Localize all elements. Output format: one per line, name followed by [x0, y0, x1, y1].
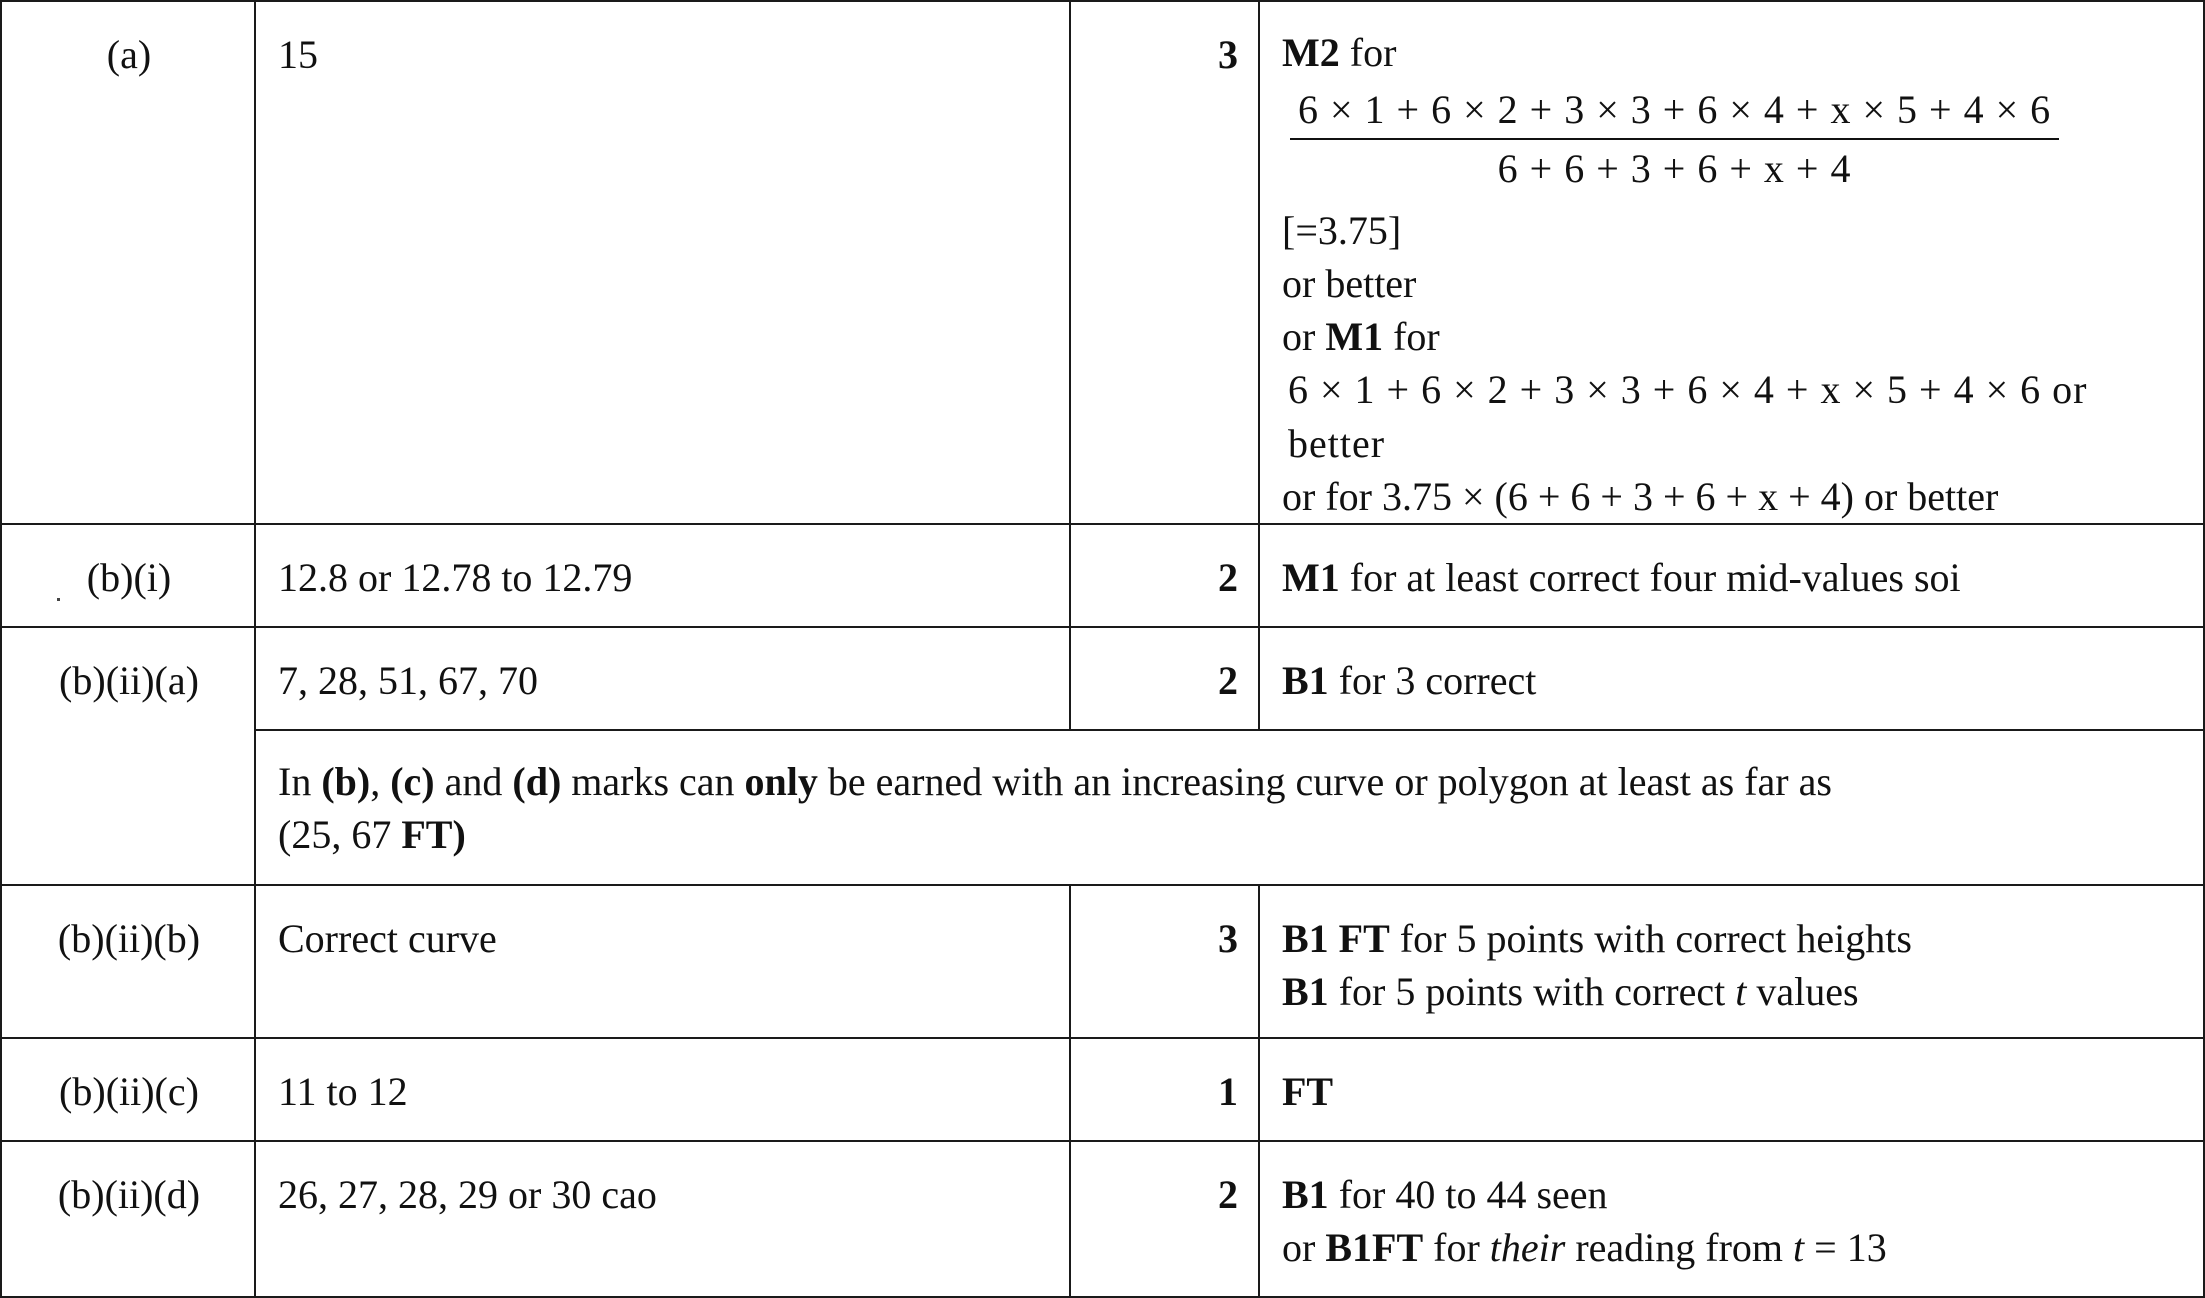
table-row-a: [1, 1, 2204, 524]
marks-cell: 2: [1070, 524, 1259, 627]
mark-code: B1: [1282, 1171, 1329, 1217]
table-row-b-i: [1, 524, 2204, 627]
guidance-cell: M1 for at least correct four mid-values soi: [1259, 524, 2204, 627]
guidance-line: or for 3.75 × (6 + 6 + 3 + 6 + x + 4) or better: [1282, 473, 1999, 519]
guidance-line: or M1 for: [1282, 314, 1440, 360]
table-row-b-ii-b: [1, 885, 2204, 1038]
answer-cell: 7, 28, 51, 67, 70: [255, 627, 1070, 730]
mark-code: B1FT: [1325, 1225, 1424, 1271]
mark-code: FT: [1282, 1068, 1334, 1114]
guidance-cell: [1259, 1, 2204, 524]
marks-cell: 2: [1070, 1141, 1259, 1297]
part-label: (b)(ii)(a): [1, 627, 255, 885]
marks-cell: 2: [1070, 627, 1259, 730]
table-row-b-ii-d: [1, 1141, 2204, 1297]
guidance-cell: [1259, 1038, 2204, 1141]
part-label: (b)(ii)(b): [1, 885, 255, 1038]
fraction-expression: [1282, 79, 2183, 257]
table-row-note: [1, 730, 2204, 885]
stray-dot: [57, 598, 60, 601]
guidance-line: B1 for 5 points with correct t values: [1282, 969, 1859, 1015]
fraction-numerator: 6 × 1 + 6 × 2 + 3 × 3 + 6 × 4 + x × 5 + 4 × 6: [1290, 83, 2059, 140]
answer-cell: 26, 27, 28, 29 or 30 cao: [255, 1141, 1070, 1297]
part-label: (b)(ii)(d): [1, 1141, 255, 1297]
guidance-line: or better: [1282, 260, 1417, 306]
answer-cell: Correct curve: [255, 885, 1070, 1038]
mark-code: M1: [1282, 554, 1340, 600]
part-label: (a): [1, 1, 255, 524]
guidance-cell: B1 for 3 correct: [1259, 627, 2204, 730]
part-label: (b)(ii)(c): [1, 1038, 255, 1141]
fraction-value: [=3.75]: [1282, 207, 1402, 253]
part-label: (b)(i): [1, 524, 255, 627]
mark-code: B1: [1282, 969, 1329, 1015]
mark-code: M2: [1282, 30, 1340, 75]
guidance-line: M2 for: [1282, 30, 1397, 75]
marks-cell: 1: [1070, 1038, 1259, 1141]
note-cell: In (b), (c) and (d) marks can only be earned with an increasing curve or polygon at least as far as (25, 67 FT): [255, 730, 2204, 885]
marks-cell: 3: [1070, 1, 1259, 524]
answer-cell: 15: [255, 1, 1070, 524]
guidance-cell: [1259, 885, 2204, 1038]
answer-cell: 12.8 or 12.78 to 12.79: [255, 524, 1070, 627]
guidance-line: B1 FT for 5 points with correct heights: [1282, 915, 1912, 961]
guidance-cell: [1259, 1141, 2204, 1297]
answer-cell: 11 to 12: [255, 1038, 1070, 1141]
table-row-b-ii-c: [1, 1038, 2204, 1141]
guidance-line: B1 for 40 to 44 seen: [1282, 1171, 1608, 1217]
mark-code: B1: [1282, 657, 1329, 703]
mark-code: M1: [1325, 314, 1384, 360]
mark-code: B1 FT: [1282, 915, 1390, 961]
fraction-denominator: 6 + 6 + 3 + 6 + x + 4: [1497, 146, 1852, 192]
guidance-line: or B1FT for their reading from t = 13: [1282, 1225, 1887, 1271]
fraction: [1290, 83, 2059, 195]
marks-cell: 3: [1070, 885, 1259, 1038]
table-row-b-ii-a: [1, 627, 2204, 730]
guidance-line: 6 × 1 + 6 × 2 + 3 × 3 + 6 × 4 + x × 5 + 4 × 6 or better: [1288, 367, 2088, 466]
